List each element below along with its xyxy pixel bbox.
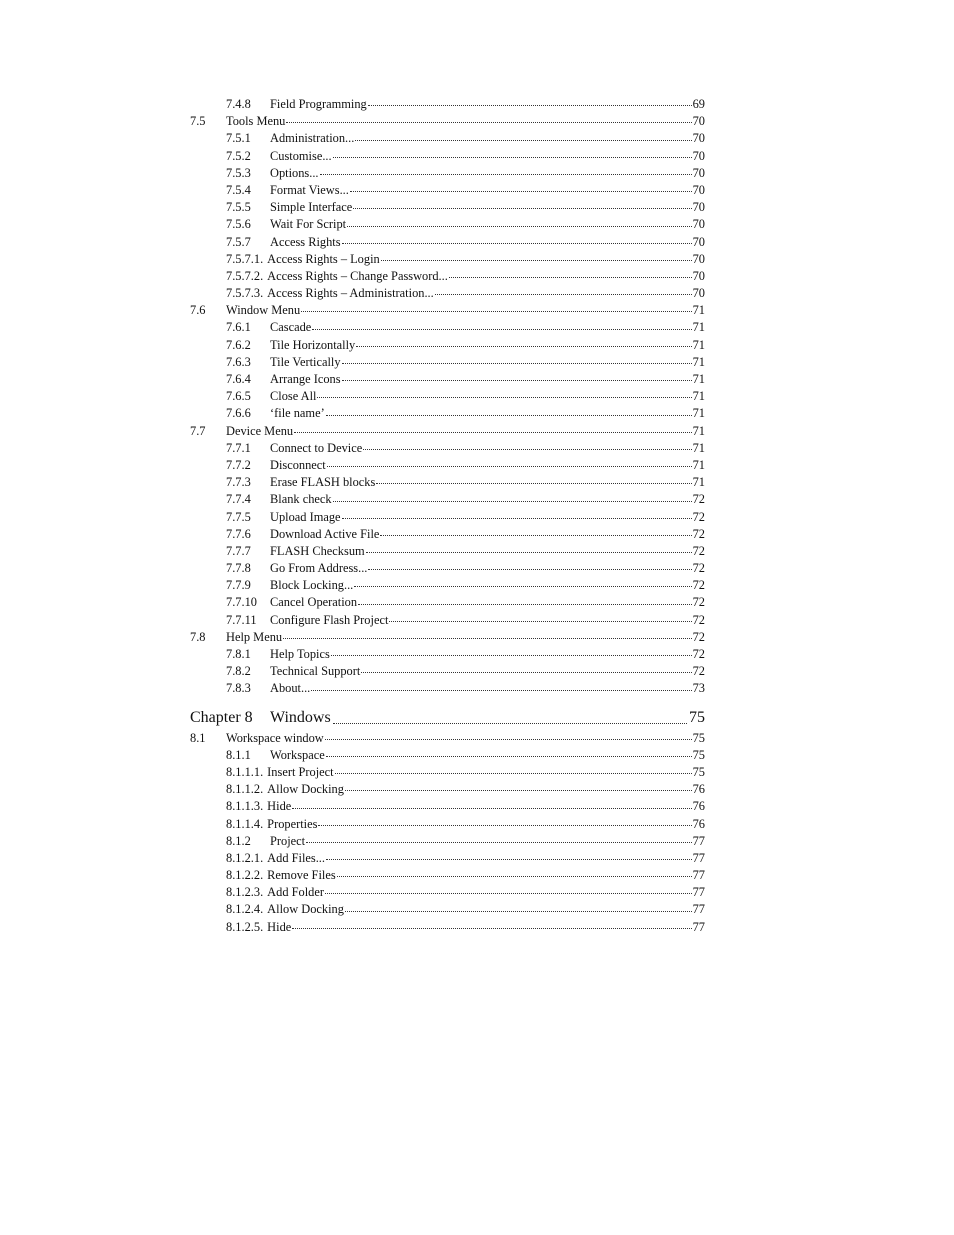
toc-entry[interactable] xyxy=(190,629,705,646)
dot-leader xyxy=(318,824,691,826)
toc-entry[interactable] xyxy=(190,319,705,336)
dot-leader xyxy=(347,225,692,227)
toc-entry-number: 7.7.6 xyxy=(226,526,251,541)
toc-entry-title: Properties xyxy=(267,816,318,831)
toc-entry-title: Access Rights xyxy=(270,234,341,249)
toc-entry-number: 8.1 xyxy=(190,730,206,745)
chapter-number: Chapter 8 xyxy=(190,708,253,726)
toc-entry[interactable] xyxy=(190,251,705,268)
dot-leader xyxy=(368,568,691,570)
dot-leader xyxy=(449,276,692,278)
toc-entry-number: 7.7.1 xyxy=(226,440,251,455)
toc-entry[interactable] xyxy=(190,199,705,216)
toc-entry-number: 7.7 xyxy=(190,423,206,438)
toc-entry-page-number: 72 xyxy=(692,629,705,644)
chapter-page-number: 75 xyxy=(689,708,705,726)
toc-entry-title: Allow Docking xyxy=(267,782,344,797)
toc-entry[interactable] xyxy=(190,148,705,165)
toc-entry[interactable] xyxy=(190,491,705,508)
toc-entry-title: Go From Address... xyxy=(270,561,368,576)
toc-entry-title: Configure Flash Project xyxy=(270,612,389,627)
toc-entry-title: Insert Project xyxy=(267,764,334,779)
toc-entry-number: 8.1.1.4. xyxy=(226,816,264,831)
toc-entry[interactable] xyxy=(190,526,705,543)
toc-entry-page-number: 77 xyxy=(692,850,705,865)
toc-entry-title: Cancel Operation xyxy=(270,595,358,610)
chapter-heading[interactable] xyxy=(190,707,705,729)
dot-leader xyxy=(333,156,692,158)
toc-entry-title: Connect to Device xyxy=(270,440,363,455)
toc-entry-number: 7.6 xyxy=(190,303,206,318)
toc-entry-number: 7.8 xyxy=(190,629,206,644)
dot-leader xyxy=(335,772,692,774)
toc-entry-title: Access Rights – Login xyxy=(267,251,380,266)
toc-entry-title: Arrange Icons xyxy=(270,372,341,386)
toc-entry-page-number: 77 xyxy=(692,885,705,900)
toc-entry-number: 8.1.1.3. xyxy=(226,799,264,814)
toc-entry[interactable] xyxy=(190,919,705,936)
toc-entry-page-number: 71 xyxy=(692,337,705,352)
dot-leader xyxy=(389,620,691,622)
toc-entry-number: 8.1.2.2. xyxy=(226,868,264,883)
toc-entry-page-number: 71 xyxy=(692,423,705,438)
dot-leader xyxy=(327,465,692,467)
dot-leader xyxy=(312,328,691,330)
toc-entry-number: 7.6.3 xyxy=(226,354,251,369)
toc-entry-number: 7.6.4 xyxy=(226,372,251,386)
toc-entry-number: 8.1.2.4. xyxy=(226,902,264,917)
toc-entry-title: About... xyxy=(270,681,311,696)
toc-entry[interactable] xyxy=(190,901,705,918)
toc-entry[interactable] xyxy=(190,457,705,474)
toc-entry-number: 7.7.2 xyxy=(226,457,251,472)
toc-entry-page-number: 71 xyxy=(692,303,705,318)
toc-entry-title: Access Rights – Administration... xyxy=(267,286,434,301)
table-of-contents xyxy=(190,96,705,936)
toc-entry-title: Add Files... xyxy=(267,850,325,865)
dot-leader xyxy=(337,875,692,877)
toc-entry-number: 7.7.4 xyxy=(226,492,251,507)
dot-leader xyxy=(363,448,691,450)
dot-leader xyxy=(342,242,692,244)
dot-leader xyxy=(435,293,692,295)
toc-entry-page-number: 71 xyxy=(692,406,705,421)
toc-entry-number: 8.1.2.1. xyxy=(226,850,264,865)
toc-entry[interactable] xyxy=(190,747,705,764)
toc-group-chapter-8 xyxy=(190,730,705,936)
toc-entry-page-number: 77 xyxy=(692,868,705,883)
toc-entry[interactable] xyxy=(190,816,705,833)
dot-leader xyxy=(381,259,692,261)
toc-entry-title: Customise... xyxy=(270,148,332,163)
toc-entry-page-number: 75 xyxy=(692,730,705,745)
toc-entry-page-number: 75 xyxy=(692,764,705,779)
toc-entry-title: Administration... xyxy=(270,131,355,146)
dot-leader xyxy=(345,789,692,791)
toc-entry-number: 7.5.2 xyxy=(226,148,251,163)
toc-entry-title: Hide xyxy=(267,799,292,814)
toc-entry-page-number: 76 xyxy=(692,799,705,814)
toc-entry[interactable] xyxy=(190,268,705,285)
toc-entry-page-number: 70 xyxy=(692,268,705,283)
toc-entry-page-number: 71 xyxy=(692,440,705,455)
toc-entry[interactable] xyxy=(190,165,705,182)
toc-entry-title: Download Active File xyxy=(270,526,380,541)
dot-leader xyxy=(283,637,692,639)
toc-entry-number: 7.8.1 xyxy=(226,647,251,661)
toc-entry-page-number: 76 xyxy=(692,782,705,797)
toc-entry-number: 7.7.3 xyxy=(226,475,251,490)
toc-entry-page-number: 71 xyxy=(692,320,705,335)
dot-leader xyxy=(325,738,692,740)
toc-entry-title: Cascade xyxy=(270,320,312,335)
toc-entry[interactable] xyxy=(190,781,705,798)
toc-entry-title: Close All xyxy=(270,389,317,404)
dot-leader xyxy=(368,104,692,106)
dot-leader xyxy=(353,207,691,209)
dot-leader xyxy=(342,517,692,519)
toc-entry-title: Add Folder xyxy=(267,885,324,900)
toc-entry-number: 7.5.7.2. xyxy=(226,268,264,283)
toc-entry-page-number: 72 xyxy=(692,526,705,541)
toc-entry-title: Workspace xyxy=(270,747,325,762)
toc-entry-page-number: 77 xyxy=(692,902,705,917)
toc-entry-page-number: 72 xyxy=(692,595,705,610)
toc-entry-title: Allow Docking xyxy=(267,902,344,917)
toc-entry-number: 7.5 xyxy=(190,114,206,129)
toc-entry-title: Help Menu xyxy=(226,629,283,644)
dot-leader xyxy=(345,910,692,912)
dot-leader xyxy=(342,379,692,381)
toc-entry-page-number: 71 xyxy=(692,457,705,472)
toc-entry-number: 7.5.7.3. xyxy=(226,286,264,301)
toc-entry-number: 7.7.9 xyxy=(226,578,251,593)
toc-entry[interactable] xyxy=(190,216,705,233)
toc-entry-page-number: 76 xyxy=(692,816,705,831)
dot-leader xyxy=(326,755,692,757)
toc-entry[interactable] xyxy=(190,182,705,199)
toc-entry-page-number: 70 xyxy=(692,182,705,197)
toc-entry-title: Disconnect xyxy=(270,457,326,472)
dot-leader xyxy=(354,585,691,587)
toc-entry-title: ‘file name’ xyxy=(270,406,325,421)
toc-entry-title: Erase FLASH blocks xyxy=(270,475,376,490)
toc-entry[interactable] xyxy=(190,577,705,594)
toc-entry-title: Blank check xyxy=(270,492,332,507)
toc-entry-page-number: 71 xyxy=(692,475,705,490)
toc-entry-page-number: 69 xyxy=(692,97,705,111)
toc-entry-title: Upload Image xyxy=(270,509,341,524)
toc-entry-page-number: 72 xyxy=(692,561,705,576)
toc-entry[interactable] xyxy=(190,302,705,319)
dot-leader xyxy=(355,139,691,141)
toc-entry-title: Format Views... xyxy=(270,182,349,197)
toc-entry[interactable] xyxy=(190,663,705,680)
toc-entry-title: Window Menu xyxy=(226,303,301,318)
toc-entry[interactable] xyxy=(190,285,705,302)
dot-leader xyxy=(333,500,692,502)
dot-leader xyxy=(325,892,692,894)
toc-entry-number: 7.7.11 xyxy=(226,612,257,627)
toc-entry-number: 7.5.6 xyxy=(226,217,251,232)
dot-leader xyxy=(366,551,692,553)
toc-entry[interactable] xyxy=(190,850,705,867)
toc-entry-title: Technical Support xyxy=(270,664,361,679)
toc-entry[interactable] xyxy=(190,798,705,815)
toc-entry-title: Access Rights – Change Password... xyxy=(267,268,448,283)
toc-entry[interactable] xyxy=(190,423,705,440)
toc-entry-number: 8.1.1.1. xyxy=(226,764,264,779)
dot-leader xyxy=(286,121,691,123)
toc-entry-title: Block Locking... xyxy=(270,578,354,593)
toc-entry-page-number: 70 xyxy=(692,234,705,249)
toc-entry-page-number: 72 xyxy=(692,543,705,558)
toc-entry-number: 7.5.4 xyxy=(226,182,251,197)
toc-entry[interactable] xyxy=(190,680,705,697)
toc-entry-number: 7.7.7 xyxy=(226,543,251,558)
toc-entry[interactable] xyxy=(190,337,705,354)
toc-entry-page-number: 70 xyxy=(692,200,705,215)
dot-leader xyxy=(306,841,692,843)
toc-entry-number: 8.1.2.5. xyxy=(226,919,264,934)
toc-entry-number: 7.8.2 xyxy=(226,664,251,679)
toc-entry-title: Field Programming xyxy=(270,97,367,111)
toc-entry-page-number: 71 xyxy=(692,389,705,404)
toc-entry-number: 7.4.8 xyxy=(226,97,251,111)
toc-entry-page-number: 70 xyxy=(692,217,705,232)
toc-entry[interactable] xyxy=(190,833,705,850)
dot-leader xyxy=(320,173,692,175)
dot-leader xyxy=(342,362,692,364)
toc-entry-number: 8.1.1 xyxy=(226,747,251,762)
toc-entry-title: Help Topics xyxy=(270,647,330,661)
toc-entry[interactable] xyxy=(190,884,705,901)
toc-entry[interactable] xyxy=(190,440,705,457)
toc-entry[interactable] xyxy=(190,354,705,371)
dot-leader xyxy=(326,414,692,416)
toc-entry[interactable] xyxy=(190,560,705,577)
toc-entry-title: Project xyxy=(270,833,306,848)
chapter-title: Windows xyxy=(270,708,331,726)
dot-leader xyxy=(380,534,691,536)
dot-leader xyxy=(376,482,691,484)
toc-entry-page-number: 70 xyxy=(692,114,705,129)
dot-leader xyxy=(331,654,692,656)
toc-entry-page-number: 72 xyxy=(692,492,705,507)
dot-leader xyxy=(326,858,692,860)
toc-entry-number: 7.7.8 xyxy=(226,561,251,576)
toc-entry-title: FLASH Checksum xyxy=(270,543,365,558)
toc-entry-page-number: 70 xyxy=(692,131,705,146)
toc-entry-page-number: 75 xyxy=(692,747,705,762)
toc-entry-number: 7.5.1 xyxy=(226,131,251,146)
toc-entry-number: 7.6.2 xyxy=(226,337,251,352)
toc-entry-number: 7.6.6 xyxy=(226,406,251,421)
toc-entry-number: 7.5.3 xyxy=(226,165,251,180)
dot-leader xyxy=(294,431,692,433)
toc-entry-page-number: 77 xyxy=(692,919,705,934)
toc-entry[interactable] xyxy=(190,405,705,422)
toc-entry-number: 7.5.5 xyxy=(226,200,251,215)
toc-entry-number: 7.5.7.1. xyxy=(226,251,264,266)
toc-entry-title: Hide xyxy=(267,919,292,934)
toc-entry-title: Tile Horizontally xyxy=(270,337,356,352)
toc-entry[interactable] xyxy=(190,594,705,611)
dot-leader xyxy=(311,689,691,691)
toc-entry-title: Options... xyxy=(270,165,319,180)
toc-entry-number: 7.7.10 xyxy=(226,595,257,610)
toc-entry[interactable] xyxy=(190,96,705,113)
toc-entry[interactable] xyxy=(190,730,705,747)
dot-leader xyxy=(358,603,692,605)
toc-entry[interactable] xyxy=(190,867,705,884)
toc-entry-title: Simple Interface xyxy=(270,200,353,215)
toc-entry-number: 7.6.5 xyxy=(226,389,251,404)
toc-entry-title: Tile Vertically xyxy=(270,354,341,369)
toc-entry-page-number: 72 xyxy=(692,664,705,679)
toc-entry-page-number: 70 xyxy=(692,165,705,180)
toc-entry-number: 8.1.2 xyxy=(226,833,251,848)
toc-entry-number: 7.8.3 xyxy=(226,681,251,696)
toc-entry[interactable] xyxy=(190,113,705,130)
toc-group-chapter-7 xyxy=(190,96,705,698)
toc-entry-number: 8.1.2.3. xyxy=(226,885,264,900)
dot-leader xyxy=(301,310,691,312)
toc-entry[interactable] xyxy=(190,764,705,781)
toc-entry-page-number: 71 xyxy=(692,372,705,386)
toc-entry-title: Remove Files xyxy=(267,868,336,883)
toc-entry-page-number: 70 xyxy=(692,286,705,301)
toc-entry-title: Device Menu xyxy=(226,423,294,438)
toc-entry-page-number: 72 xyxy=(692,509,705,524)
toc-entry[interactable] xyxy=(190,234,705,251)
dot-leader xyxy=(292,807,691,809)
dot-leader xyxy=(356,345,691,347)
toc-entry-page-number: 72 xyxy=(692,647,705,661)
toc-entry-number: 7.7.5 xyxy=(226,509,251,524)
dot-leader xyxy=(317,396,691,398)
toc-entry-page-number: 71 xyxy=(692,354,705,369)
toc-entry-page-number: 77 xyxy=(692,833,705,848)
toc-entry-page-number: 72 xyxy=(692,612,705,627)
toc-entry[interactable] xyxy=(190,474,705,491)
toc-entry-number: 8.1.1.2. xyxy=(226,782,264,797)
toc-entry[interactable] xyxy=(190,388,705,405)
toc-entry-number: 7.5.7 xyxy=(226,234,251,249)
toc-entry[interactable] xyxy=(190,130,705,147)
toc-entry-page-number: 73 xyxy=(692,681,705,696)
toc-entry-title: Tools Menu xyxy=(226,114,286,129)
toc-entry[interactable] xyxy=(190,371,705,388)
toc-entry-page-number: 70 xyxy=(692,251,705,266)
dot-leader xyxy=(333,722,687,724)
toc-entry-number: 7.6.1 xyxy=(226,320,251,335)
toc-entry-page-number: 70 xyxy=(692,148,705,163)
toc-entry-title: Wait For Script xyxy=(270,217,347,232)
dot-leader xyxy=(350,190,692,192)
toc-entry[interactable] xyxy=(190,509,705,526)
toc-entry-title: Workspace window xyxy=(226,730,324,745)
toc-entry-page-number: 72 xyxy=(692,578,705,593)
toc-entry[interactable] xyxy=(190,543,705,560)
toc-entry[interactable] xyxy=(190,612,705,629)
dot-leader xyxy=(361,671,691,673)
toc-entry[interactable] xyxy=(190,646,705,663)
dot-leader xyxy=(292,927,691,929)
